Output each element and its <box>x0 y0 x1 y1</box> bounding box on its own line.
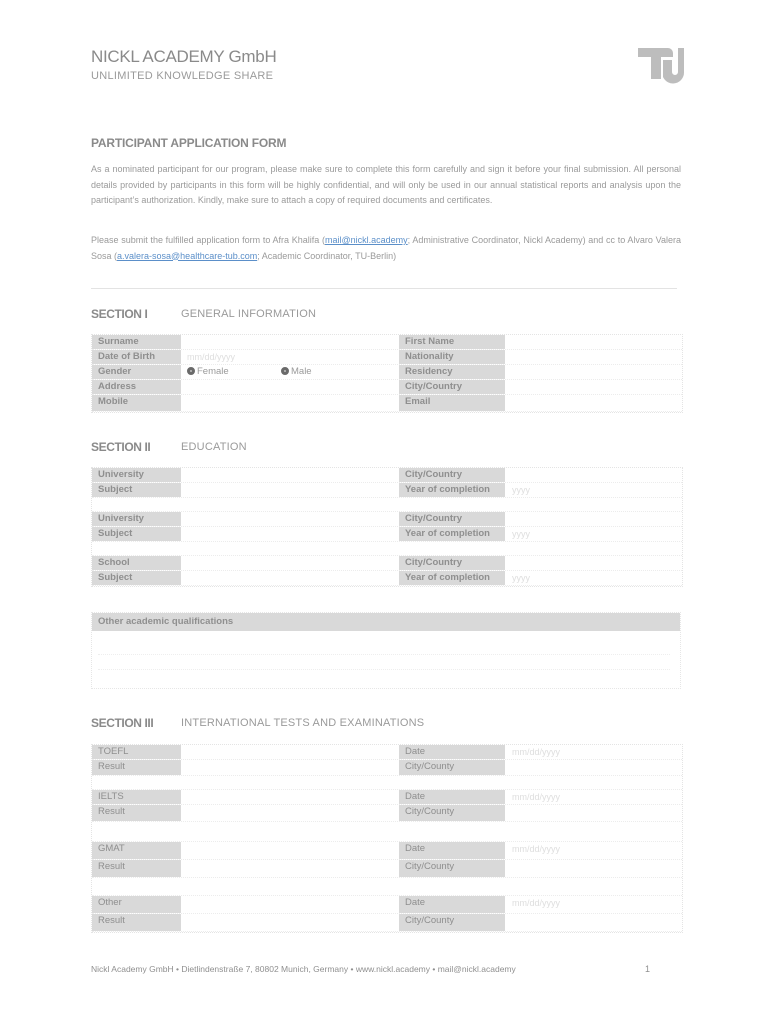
section-number: SECTION III <box>91 716 154 730</box>
ielts-city-field[interactable] <box>505 805 681 821</box>
table-row <box>92 468 682 483</box>
other-qualifications-label: Other academic qualifications <box>92 613 680 631</box>
radio-label: Female <box>197 366 229 377</box>
city-country-label: City/Country <box>399 512 505 526</box>
divider <box>91 288 677 289</box>
first-name-label: First Name <box>399 335 505 349</box>
university-2-field[interactable] <box>181 512 399 526</box>
tu-berlin-logo-icon <box>636 44 686 84</box>
table-row <box>92 365 682 380</box>
table-row <box>92 380 682 395</box>
result-label: Result <box>92 860 181 877</box>
surname-label: Surname <box>92 335 181 349</box>
other-qualifications-box[interactable] <box>91 612 681 689</box>
table-row <box>92 527 682 542</box>
form-title: PARTICIPANT APPLICATION FORM <box>91 136 287 150</box>
education-table <box>91 467 683 587</box>
tests-table <box>91 744 683 933</box>
submission-text: Please submit the fulfilled application form to Afra Khalifa ( <box>91 235 325 245</box>
date-label: Date <box>399 790 505 804</box>
year-label: Year of completion <box>399 527 505 541</box>
test-label: Other <box>92 896 181 913</box>
section-title: GENERAL INFORMATION <box>181 308 317 320</box>
ielts-date-field[interactable]: mm/dd/yyyy <box>512 792 561 802</box>
section-title: INTERNATIONAL TESTS AND EXAMINATIONS <box>181 717 425 729</box>
toefl-city-field[interactable] <box>505 760 681 775</box>
address-label: Address <box>92 380 181 394</box>
spacer-row <box>92 822 682 842</box>
other-city-field[interactable] <box>505 914 681 931</box>
subject-label: Subject <box>92 527 181 541</box>
table-row <box>92 571 682 586</box>
writing-line <box>98 669 670 671</box>
table-row <box>92 842 682 860</box>
result-label: Result <box>92 805 181 821</box>
dob-label: Date of Birth <box>92 350 181 364</box>
date-label: Date <box>399 896 505 913</box>
table-row <box>92 483 682 498</box>
city-county-label: City/County <box>399 805 505 821</box>
school-field[interactable] <box>181 556 399 570</box>
subject-label: Subject <box>92 571 181 585</box>
year-label: Year of completion <box>399 571 505 585</box>
city-country-label: City/Country <box>399 380 505 394</box>
spacer-row <box>92 878 682 896</box>
table-row <box>92 805 682 822</box>
gmat-city-field[interactable] <box>505 860 681 877</box>
submission-paragraph <box>91 233 681 264</box>
spacer-row <box>92 776 682 790</box>
section-title: EDUCATION <box>181 441 247 453</box>
institution-label: School <box>92 556 181 570</box>
surname-field[interactable] <box>181 335 399 349</box>
section-number: SECTION I <box>91 307 148 321</box>
table-row <box>92 512 682 527</box>
gender-options <box>92 365 399 379</box>
ielts-field[interactable] <box>181 790 399 804</box>
residency-field[interactable] <box>505 365 681 379</box>
residency-label: Residency <box>399 365 505 379</box>
first-name-field[interactable] <box>505 335 681 349</box>
radio-icon[interactable] <box>281 367 289 375</box>
subject-1-field[interactable] <box>181 483 399 497</box>
address-field[interactable] <box>181 380 399 394</box>
table-row <box>92 556 682 571</box>
radio-icon[interactable] <box>187 367 195 375</box>
table-row <box>92 860 682 878</box>
subject-label: Subject <box>92 483 181 497</box>
table-row <box>92 395 682 412</box>
submission-text: ; Administrative Coordinator, Nickl Academy) and cc to Alvaro Valera Sosa ( <box>91 235 681 261</box>
org-name: NICKL ACADEMY GmbH <box>91 47 277 66</box>
gmat-result-field[interactable] <box>181 860 399 877</box>
nationality-label: Nationality <box>399 350 505 364</box>
year-3-field[interactable]: yyyy <box>512 573 530 583</box>
result-label: Result <box>92 760 181 775</box>
date-label: Date <box>399 842 505 859</box>
year-1-field[interactable]: yyyy <box>512 485 530 495</box>
school-city-field[interactable] <box>505 556 681 570</box>
table-row <box>92 914 682 932</box>
nationality-field[interactable] <box>505 350 681 364</box>
institution-label: University <box>92 512 181 526</box>
radio-label: Male <box>291 366 312 377</box>
test-label: IELTS <box>92 790 181 804</box>
table-row <box>92 350 682 365</box>
university-2-city-field[interactable] <box>505 512 681 526</box>
subject-3-field[interactable] <box>181 571 399 585</box>
org-tagline: UNLIMITED KNOWLEDGE SHARE <box>91 70 274 82</box>
spacer-row <box>92 542 682 556</box>
writing-line <box>98 654 670 656</box>
general-info-table <box>91 334 683 413</box>
year-2-field[interactable]: yyyy <box>512 529 530 539</box>
spacer-row <box>92 498 682 512</box>
date-label: Date <box>399 745 505 759</box>
page-number: 1 <box>645 964 651 974</box>
gmat-date-field[interactable]: mm/dd/yyyy <box>512 844 561 854</box>
ielts-result-field[interactable] <box>181 805 399 821</box>
email-link-admin[interactable]: mail@nickl.academy <box>325 235 408 245</box>
gmat-field[interactable] <box>181 842 399 859</box>
city-country-label: City/Country <box>399 468 505 482</box>
email-label: Email <box>399 395 505 411</box>
gender-female-option[interactable] <box>187 365 229 379</box>
table-row <box>92 896 682 914</box>
test-label: TOEFL <box>92 745 181 759</box>
email-link-academic[interactable]: a.valera-sosa@healthcare-tub.com <box>117 250 258 261</box>
gender-label: Gender <box>92 365 181 379</box>
gender-male-option[interactable] <box>281 365 312 379</box>
email-field[interactable] <box>505 395 681 411</box>
year-label: Year of completion <box>399 483 505 497</box>
university-1-city-field[interactable] <box>505 468 681 482</box>
other-test-field[interactable] <box>181 896 399 913</box>
toefl-date-field[interactable]: mm/dd/yyyy <box>512 747 561 757</box>
table-row <box>92 335 682 350</box>
result-label: Result <box>92 914 181 931</box>
other-result-field[interactable] <box>181 914 399 931</box>
table-row <box>92 790 682 805</box>
mobile-field[interactable] <box>181 395 399 411</box>
page-footer: Nickl Academy GmbH • Dietlindenstraße 7, 80802 Munich, Germany • www.nickl.academy • mail@nickl.academy <box>91 964 516 974</box>
other-date-field[interactable]: mm/dd/yyyy <box>512 898 561 908</box>
city-county-label: City/County <box>399 914 505 931</box>
intro-paragraph: As a nominated participant for our program, please make sure to complete this form carefully and sign it before your final submission. All personal details provided by participants in this form will be highly confidential, and will only be used in our annual statistical reports and analysis upon the participant’s authorization. Kindly, make sure to attach a copy of required documents and certificates. <box>91 164 681 205</box>
mobile-label: Mobile <box>92 395 181 411</box>
table-row <box>92 745 682 760</box>
city-county-label: City/County <box>399 760 505 775</box>
institution-label: University <box>92 468 181 482</box>
toefl-result-field[interactable] <box>181 760 399 775</box>
submission-text: ; Academic Coordinator, TU-Berlin) <box>257 250 397 261</box>
subject-2-field[interactable] <box>181 527 399 541</box>
city-county-label: City/County <box>399 860 505 877</box>
test-label: GMAT <box>92 842 181 859</box>
dob-field[interactable]: mm/dd/yyyy <box>187 352 236 362</box>
city-country-label: City/Country <box>399 556 505 570</box>
university-1-field[interactable] <box>181 468 399 482</box>
toefl-field[interactable] <box>181 745 399 759</box>
section-number: SECTION II <box>91 440 151 454</box>
table-row <box>92 760 682 776</box>
city-country-field[interactable] <box>505 380 681 394</box>
